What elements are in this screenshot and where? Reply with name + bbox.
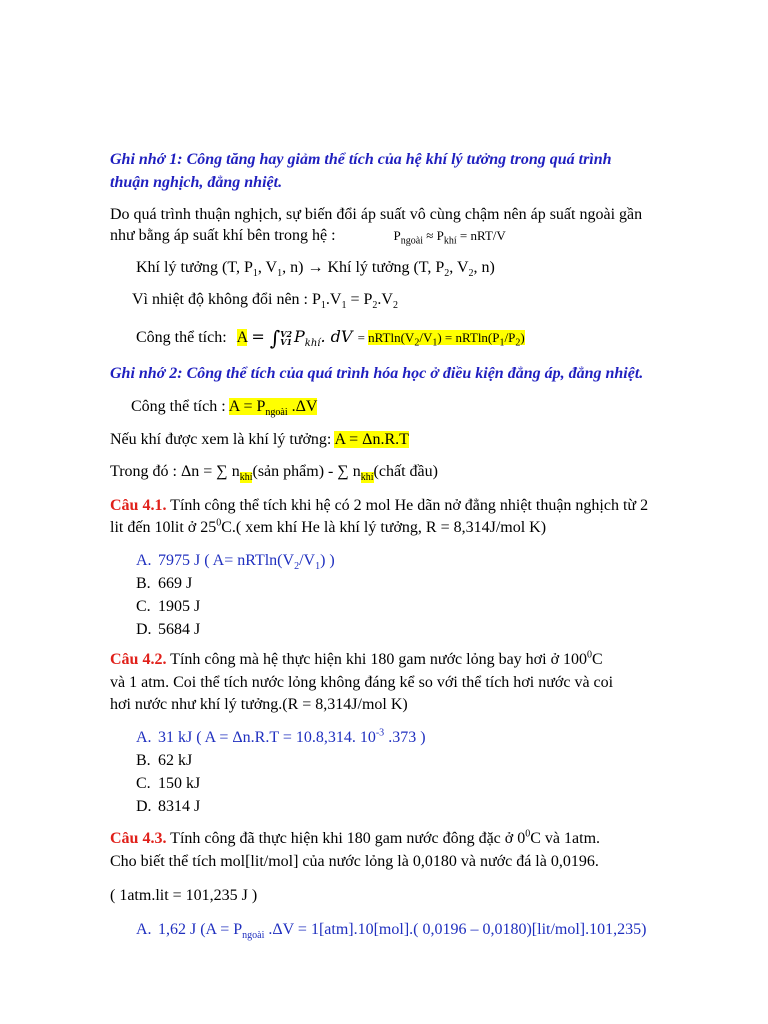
question-4-1-line-2: lit đến 10lit ở $25^0C$.( xem khí He là khí lý tưởng, R = 8,314J/mol K) <box>110 517 547 536</box>
note-2: Ghi nhớ 2: Công thể tích của quá trình hóa học ở điều kiện đẳng áp, đẳng nhiệt. <box>110 365 644 382</box>
ideal-gas-formula: A = Δn.R.T <box>334 431 409 448</box>
arrow-icon: → <box>307 259 324 276</box>
para-1-text: như bằng áp suất khí bên trong hệ : <box>110 227 336 244</box>
question-4-2-label: Câu 4.2. <box>110 651 167 668</box>
ideal-gas-line: Nếu khí được xem là khí lý tưởng: A = Δn.R.T <box>110 431 409 448</box>
work-integral-line: Công thể tích: A = ∫ V2 V1 $P_{khí}$. dV = $nRTln(V_2/V_1) = nRTln(P_1/P_2)$ <box>136 326 525 350</box>
work-symbol: A <box>236 329 248 346</box>
question-4-3-line-2: Cho biết thể tích mol[lit/mol] của nước lỏng là 0,0180 và nước đá là 0,0196. <box>110 853 599 870</box>
work-const-p-formula: $A = P_{ngoài}$ .ΔV <box>228 398 318 419</box>
para-1-line-2 <box>110 227 506 247</box>
q41-option-b: B. 669 J <box>136 575 193 592</box>
question-4-1-line-1: Câu 4.1. Tính công thể tích khi hệ có 2 mol He dãn nở đẳng nhiệt thuận nghịch từ 2 <box>110 497 649 514</box>
question-4-3-label: Câu 4.3. <box>110 830 167 847</box>
q41-option-a: A. 7975 J ( $A= nRTln(V_2/V_1)$ ) <box>136 552 335 573</box>
question-4-3-line-1: Câu 4.3. Tính công đã thực hiện khi 180 gam nước đông đặc ở $0^0C$ và 1atm. <box>110 828 601 847</box>
delta-n-line: Trong đó : Δn = ∑ $n_{khí}(sản$ phẩm) - ∑ $n_{khí}(chất$ đầu) <box>110 463 438 484</box>
question-4-2-line-1: Câu 4.2. Tính công mà hệ thực hiện khi 180 gam nước lỏng bay hơi ở $100^0C$ <box>110 649 603 668</box>
q42-option-a: A. 31 kJ ( A = Δn.R.T = 10.8,314. $10^{-3}$ .373 ) <box>136 727 426 746</box>
integral-formula: = ∫ V2 V1 $P_{khí}$. dV <box>251 326 353 350</box>
note-1-line-1: Ghi nhớ 1: Công tăng hay giảm thể tích của hệ khí lý tưởng trong quá trình <box>110 151 612 168</box>
q42-option-c: C. 150 kJ <box>136 775 201 792</box>
question-4-2-line-3: hơi nước như khí lý tưởng.(R = 8,314J/mol K) <box>110 696 408 713</box>
question-4-1-label: Câu 4.1. <box>110 497 167 514</box>
integral-icon: ∫ <box>269 326 281 350</box>
work-label: Công thể tích: <box>136 329 227 346</box>
q43-option-a: A. 1,62 J ($A = P_{ngoài}$ .ΔV = 1[atm].10[mol].( 0,0196 – 0,0180)[lit/mol].101,235) <box>136 921 647 942</box>
work-const-p-line: Công thể tích : $A = P_{ngoài}$ .ΔV <box>131 398 318 419</box>
q42-option-b: B. 62 kJ <box>136 752 193 769</box>
isothermal-line: Vì nhiệt độ không đổi nên : $P_1.V_1 = P_2.V_2$ <box>132 291 398 312</box>
q41-option-c: C. 1905 J <box>136 598 201 615</box>
q41-option-d: D. 5684 J <box>136 621 201 638</box>
note-1-line-2: thuận nghịch, đẳng nhiệt. <box>110 174 283 191</box>
state-change-line: Khí lý tưởng (T, $P_1$, $V_1$, n) → Khí lý tưởng (T, $P_2$, $V_2$, n) <box>136 259 495 280</box>
q42-option-d: D. 8314 J <box>136 798 201 815</box>
work-result-formula: $nRTln(V_2/V_1) = nRTln(P_1/P_2)$ <box>368 330 525 349</box>
question-4-2-line-2: và 1 atm. Coi thể tích nước lỏng không đáng kể so với thể tích hơi nước và coi <box>110 674 614 691</box>
question-4-3-line-3: ( 1atm.lit = 101,235 J ) <box>110 887 258 904</box>
pressure-relation: $P_{ngoài} \approx P_{khí} = nRT/V$ <box>393 228 506 247</box>
para-1-line-1: Do quá trình thuận nghịch, sự biến đổi áp suất vô cùng chậm nên áp suất ngoài gần <box>110 206 643 223</box>
